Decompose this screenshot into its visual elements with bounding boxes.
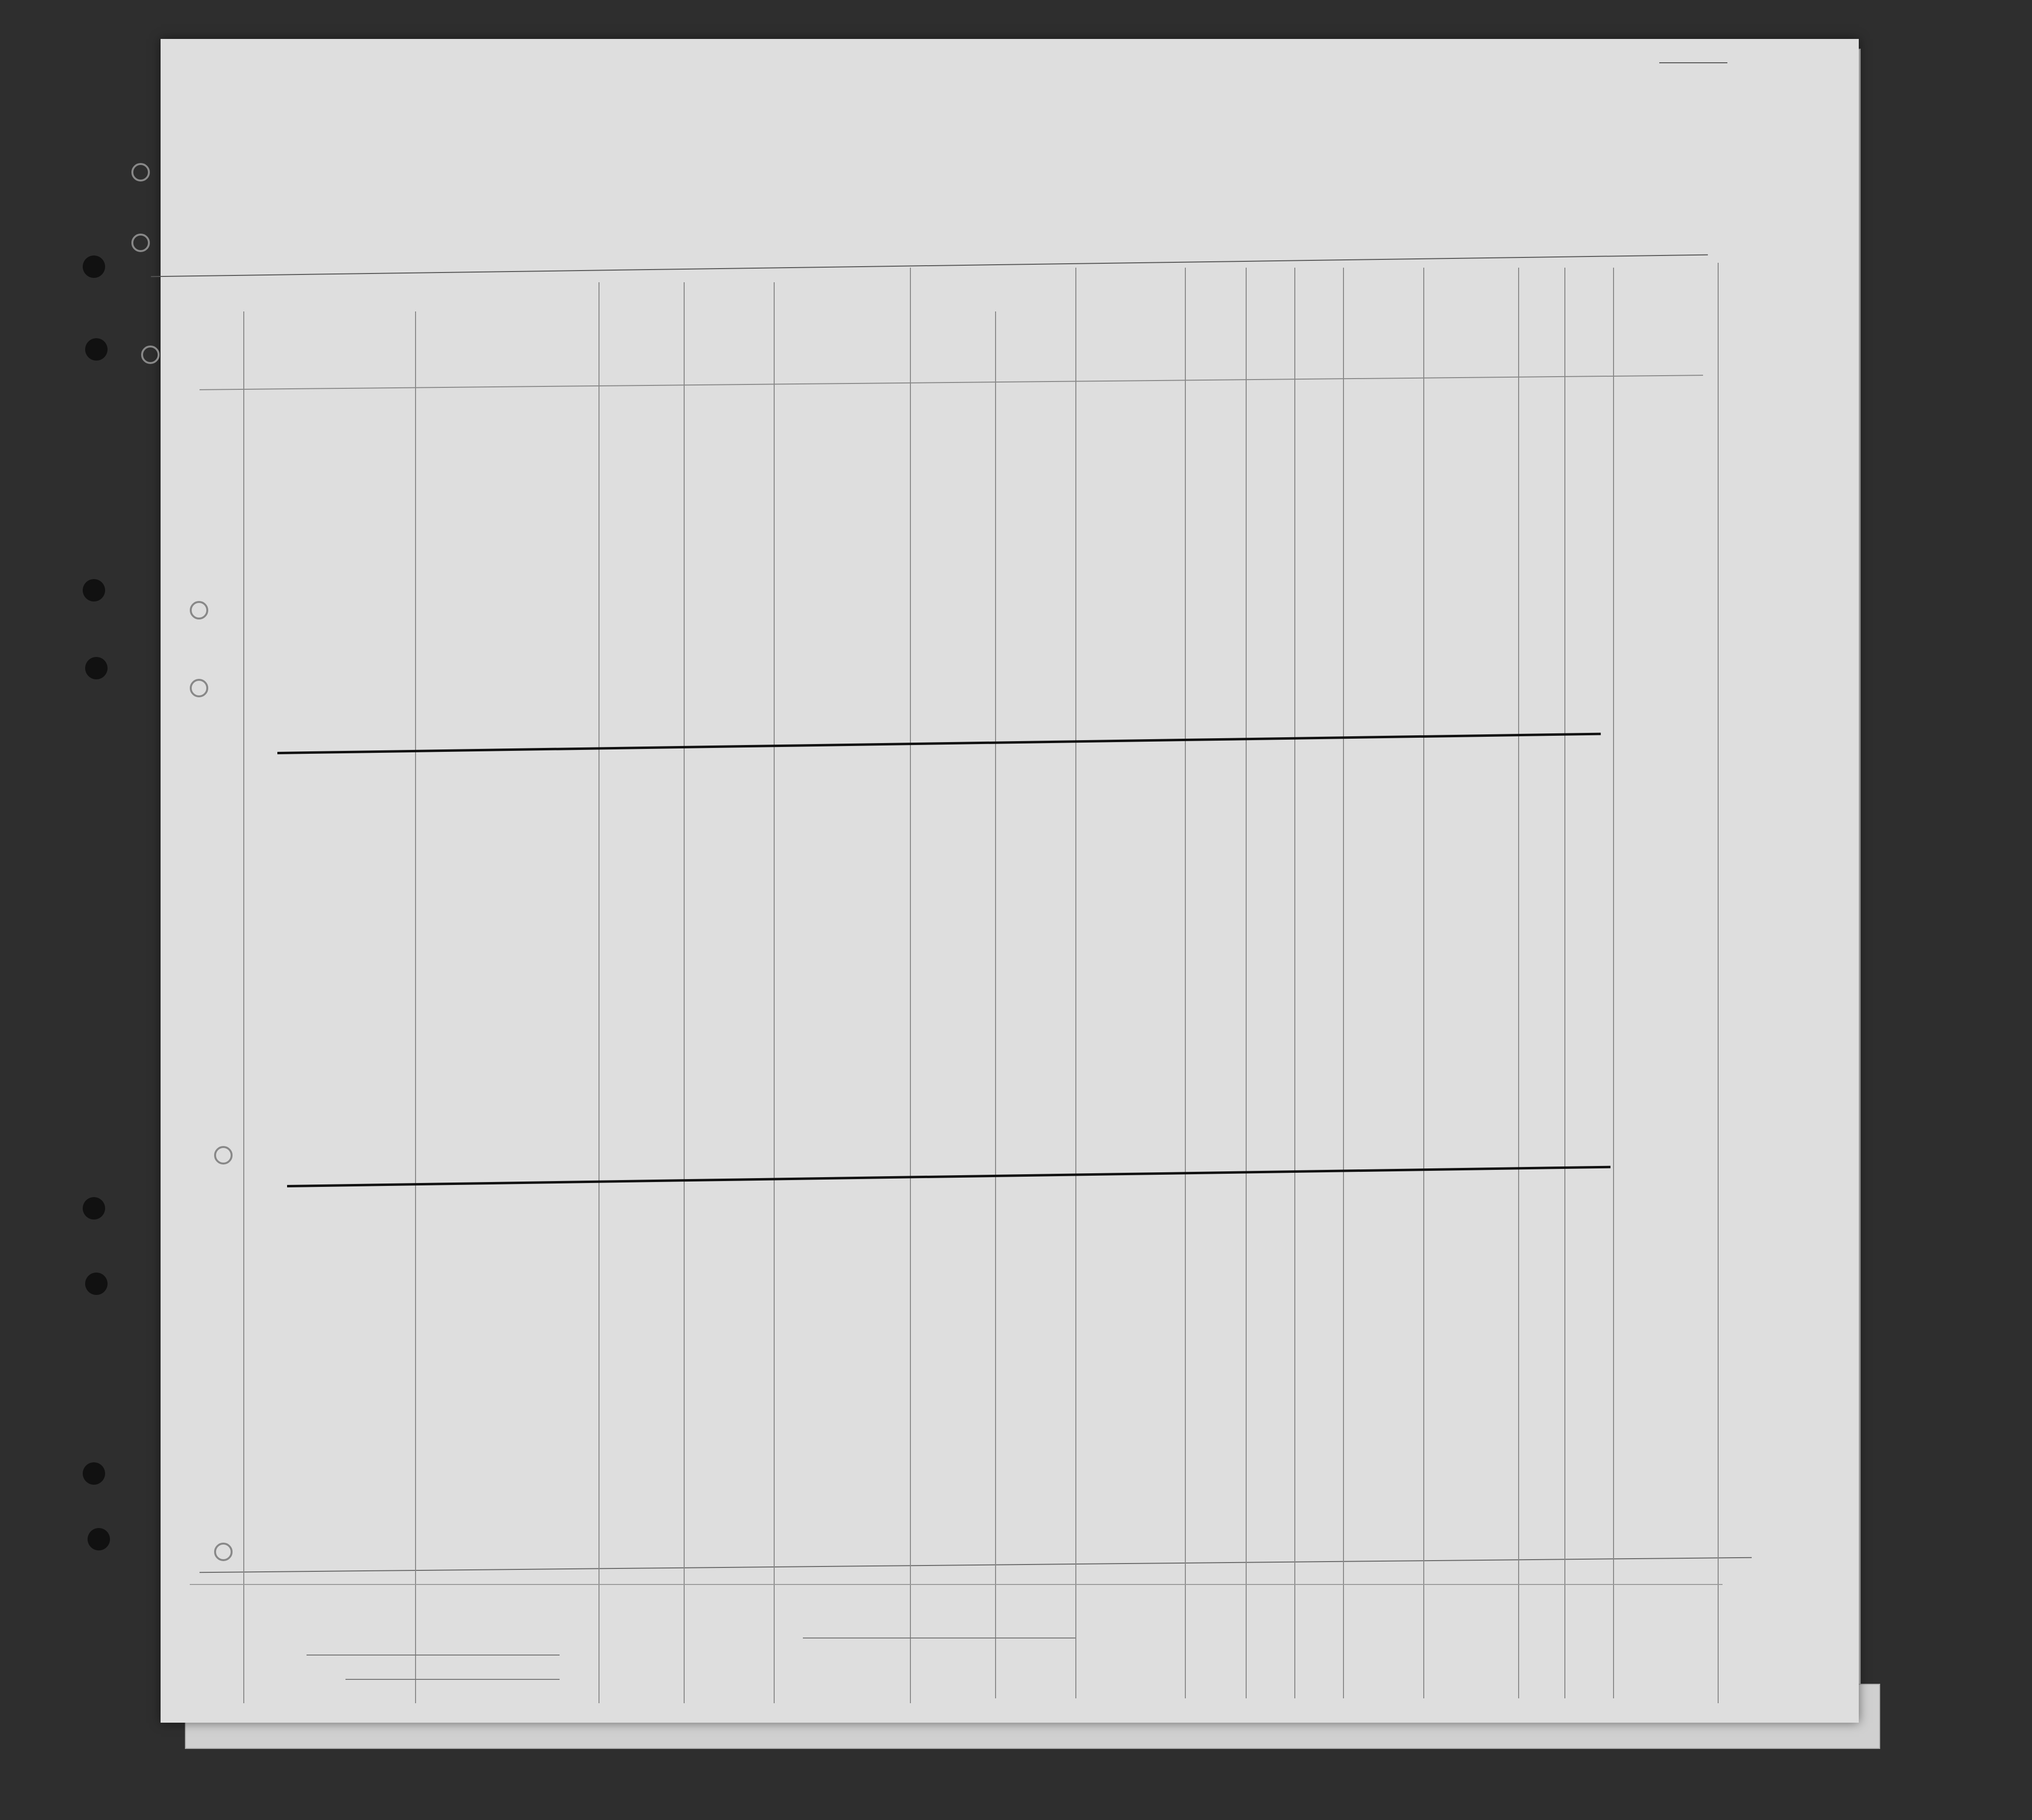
- binder-hole: [85, 338, 108, 361]
- manifest-sheet: [161, 39, 1859, 1723]
- column-rule: [1246, 268, 1247, 1698]
- column-rule: [1718, 263, 1719, 1703]
- column-rule: [684, 282, 685, 1703]
- column-rule: [415, 311, 416, 1703]
- binder-hole: [83, 1197, 105, 1219]
- column-rule: [1185, 268, 1186, 1698]
- column-rule: [1294, 268, 1295, 1698]
- binder-hole: [131, 234, 150, 252]
- binder-hole: [214, 1543, 233, 1561]
- binder-hole: [141, 346, 160, 364]
- agents-line: [345, 1679, 560, 1680]
- strike-through-row-22: [287, 1166, 1611, 1187]
- column-rule: [1564, 268, 1565, 1698]
- column-rule: [1613, 268, 1614, 1698]
- owners-line: [307, 1655, 560, 1656]
- binder-hole: [85, 657, 108, 679]
- footer-rule: [190, 1584, 1723, 1585]
- binder-hole: [83, 1462, 105, 1485]
- table-top-rule: [151, 255, 1708, 277]
- column-rule: [774, 282, 775, 1703]
- column-rule: [243, 311, 244, 1703]
- binder-hole: [131, 163, 150, 182]
- column-rule: [1518, 268, 1519, 1698]
- column-rule: [1343, 268, 1344, 1698]
- column-rule: [910, 268, 911, 1703]
- sheet-number-line: [1659, 62, 1727, 63]
- binder-hole: [190, 679, 208, 697]
- binder-hole: [83, 255, 105, 278]
- binder-hole: [85, 1273, 108, 1295]
- subheader-rule: [200, 375, 1703, 390]
- strike-through-row-10: [277, 733, 1601, 754]
- binder-hole: [190, 601, 208, 619]
- column-rule: [1075, 268, 1076, 1698]
- column-rule: [995, 311, 996, 1698]
- binder-hole: [83, 579, 105, 601]
- binder-hole: [214, 1146, 233, 1165]
- column-rule: [1423, 268, 1424, 1698]
- binder-hole: [88, 1528, 110, 1550]
